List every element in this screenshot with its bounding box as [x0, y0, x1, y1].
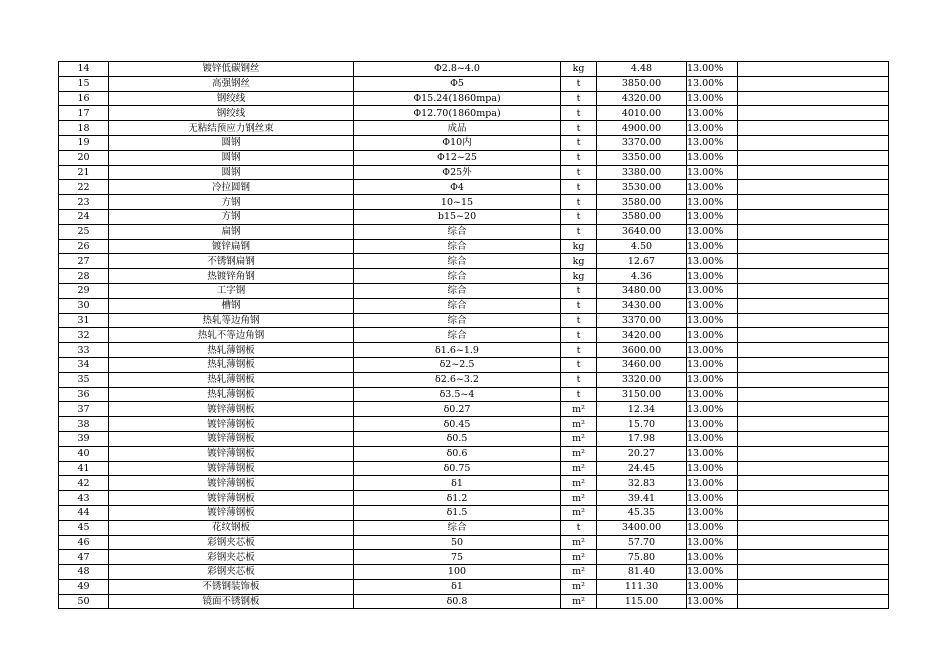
price-cell[interactable]: 111.30: [597, 579, 687, 594]
material-name-cell[interactable]: 镀锌薄钢板: [109, 491, 354, 506]
price-cell[interactable]: 15.70: [597, 417, 687, 432]
spec-cell[interactable]: 100: [354, 565, 561, 580]
empty-cell[interactable]: [738, 402, 889, 417]
table-row: [59, 387, 889, 402]
empty-cell[interactable]: [738, 505, 889, 520]
material-name-cell[interactable]: 镜面不锈钢板: [109, 594, 354, 609]
table-row: [59, 417, 889, 432]
spec-cell[interactable]: δ1.5: [354, 505, 561, 520]
row-number-cell[interactable]: 39: [59, 431, 109, 446]
tax-rate-cell[interactable]: 13.00%: [687, 594, 738, 609]
table-row: [59, 269, 889, 284]
tax-rate-cell[interactable]: 13.00%: [687, 565, 738, 580]
unit-cell[interactable]: t: [561, 76, 597, 91]
material-name-cell[interactable]: 钢绞线: [109, 91, 354, 106]
tax-rate-cell[interactable]: 13.00%: [687, 461, 738, 476]
tax-rate-cell[interactable]: 13.00%: [687, 328, 738, 343]
price-cell[interactable]: 3150.00: [597, 387, 687, 402]
row-number-cell[interactable]: 30: [59, 298, 109, 313]
unit-cell[interactable]: m²: [561, 565, 597, 580]
material-name-cell[interactable]: 方钢: [109, 209, 354, 224]
row-number-cell[interactable]: 45: [59, 520, 109, 535]
material-name-cell[interactable]: 不锈钢装饰板: [109, 579, 354, 594]
price-cell[interactable]: 45.35: [597, 505, 687, 520]
table-row: [59, 579, 889, 594]
table-row: [59, 520, 889, 535]
price-cell[interactable]: 75.80: [597, 550, 687, 565]
row-number-cell[interactable]: 40: [59, 446, 109, 461]
price-cell[interactable]: 3460.00: [597, 357, 687, 372]
unit-cell[interactable]: t: [561, 357, 597, 372]
row-number-cell[interactable]: 27: [59, 254, 109, 269]
price-cell[interactable]: 4320.00: [597, 91, 687, 106]
spec-cell[interactable]: Φ12~25: [354, 150, 561, 165]
row-number-cell[interactable]: 46: [59, 535, 109, 550]
table-row: [59, 121, 889, 136]
spec-cell[interactable]: 综合: [354, 239, 561, 254]
table-row: [59, 372, 889, 387]
unit-cell[interactable]: t: [561, 283, 597, 298]
tax-rate-cell[interactable]: 13.00%: [687, 476, 738, 491]
price-cell[interactable]: 3580.00: [597, 209, 687, 224]
tax-rate-cell[interactable]: 13.00%: [687, 224, 738, 239]
material-name-cell[interactable]: 镀锌薄钢板: [109, 476, 354, 491]
material-name-cell[interactable]: 热轧薄钢板: [109, 372, 354, 387]
tax-rate-cell[interactable]: 13.00%: [687, 180, 738, 195]
row-number-cell[interactable]: 29: [59, 283, 109, 298]
table-row: [59, 505, 889, 520]
empty-cell[interactable]: [738, 565, 889, 580]
unit-cell[interactable]: t: [561, 209, 597, 224]
table-row: [59, 298, 889, 313]
spec-cell[interactable]: 成品: [354, 121, 561, 136]
price-cell[interactable]: 3370.00: [597, 313, 687, 328]
price-cell[interactable]: 39.41: [597, 491, 687, 506]
price-cell[interactable]: 4010.00: [597, 106, 687, 121]
spec-cell[interactable]: δ0.45: [354, 417, 561, 432]
unit-cell[interactable]: t: [561, 165, 597, 180]
material-name-cell[interactable]: 无粘结预应力钢丝束: [109, 121, 354, 136]
row-number-cell[interactable]: 28: [59, 269, 109, 284]
empty-cell[interactable]: [738, 476, 889, 491]
price-cell[interactable]: 12.67: [597, 254, 687, 269]
price-cell[interactable]: 3530.00: [597, 180, 687, 195]
price-cell[interactable]: 17.98: [597, 431, 687, 446]
spec-cell[interactable]: δ1.6~1.9: [354, 343, 561, 358]
table-row: [59, 209, 889, 224]
tax-rate-cell[interactable]: 13.00%: [687, 372, 738, 387]
unit-cell[interactable]: kg: [561, 269, 597, 284]
material-name-cell[interactable]: 高强钢丝: [109, 76, 354, 91]
tax-rate-cell[interactable]: 13.00%: [687, 283, 738, 298]
table-row: [59, 594, 889, 609]
empty-cell[interactable]: [738, 594, 889, 609]
spec-cell[interactable]: δ0.75: [354, 461, 561, 476]
price-cell[interactable]: 4900.00: [597, 121, 687, 136]
tax-rate-cell[interactable]: 13.00%: [687, 343, 738, 358]
price-cell[interactable]: 3370.00: [597, 135, 687, 150]
unit-cell[interactable]: m²: [561, 535, 597, 550]
empty-cell[interactable]: [738, 550, 889, 565]
spec-cell[interactable]: 综合: [354, 283, 561, 298]
tax-rate-cell[interactable]: 13.00%: [687, 387, 738, 402]
spec-cell[interactable]: Φ15.24(1860mpa): [354, 91, 561, 106]
table-row: [59, 550, 889, 565]
material-name-cell[interactable]: 镀锌薄钢板: [109, 431, 354, 446]
empty-cell[interactable]: [738, 76, 889, 91]
price-cell[interactable]: 20.27: [597, 446, 687, 461]
material-name-cell[interactable]: 扁钢: [109, 224, 354, 239]
table-row: [59, 446, 889, 461]
tax-rate-cell[interactable]: 13.00%: [687, 298, 738, 313]
spec-cell[interactable]: Φ25外: [354, 165, 561, 180]
unit-cell[interactable]: t: [561, 106, 597, 121]
tax-rate-cell[interactable]: 13.00%: [687, 239, 738, 254]
empty-cell[interactable]: [738, 283, 889, 298]
row-number-cell[interactable]: 33: [59, 343, 109, 358]
unit-cell[interactable]: t: [561, 224, 597, 239]
price-cell[interactable]: 3580.00: [597, 195, 687, 210]
row-number-cell[interactable]: 19: [59, 135, 109, 150]
empty-cell[interactable]: [738, 195, 889, 210]
spec-cell[interactable]: 10~15: [354, 195, 561, 210]
material-name-cell[interactable]: 热轧薄钢板: [109, 357, 354, 372]
tax-rate-cell[interactable]: 13.00%: [687, 135, 738, 150]
empty-cell[interactable]: [738, 121, 889, 136]
material-name-cell[interactable]: 钢绞线: [109, 106, 354, 121]
empty-cell[interactable]: [738, 417, 889, 432]
material-name-cell[interactable]: 热镀锌角钢: [109, 269, 354, 284]
tax-rate-cell[interactable]: 13.00%: [687, 106, 738, 121]
material-name-cell[interactable]: 镀锌薄钢板: [109, 402, 354, 417]
empty-cell[interactable]: [738, 431, 889, 446]
row-number-cell[interactable]: 36: [59, 387, 109, 402]
material-name-cell[interactable]: 不锈钢扁钢: [109, 254, 354, 269]
spec-cell[interactable]: Φ4: [354, 180, 561, 195]
price-cell[interactable]: 3350.00: [597, 150, 687, 165]
tax-rate-cell[interactable]: 13.00%: [687, 446, 738, 461]
material-name-cell[interactable]: 镀锌薄钢板: [109, 505, 354, 520]
unit-cell[interactable]: t: [561, 372, 597, 387]
price-cell[interactable]: 3850.00: [597, 76, 687, 91]
material-name-cell[interactable]: 槽钢: [109, 298, 354, 313]
table-row: [59, 313, 889, 328]
spec-cell[interactable]: 综合: [354, 298, 561, 313]
tax-rate-cell[interactable]: 13.00%: [687, 431, 738, 446]
price-cell[interactable]: 3480.00: [597, 283, 687, 298]
table-row: [59, 195, 889, 210]
tax-rate-cell[interactable]: 13.00%: [687, 520, 738, 535]
spec-cell[interactable]: 综合: [354, 254, 561, 269]
material-name-cell[interactable]: 彩钢夹芯板: [109, 535, 354, 550]
material-name-cell[interactable]: 镀锌低碳钢丝: [109, 62, 354, 77]
tax-rate-cell[interactable]: 13.00%: [687, 269, 738, 284]
empty-cell[interactable]: [738, 269, 889, 284]
tax-rate-cell[interactable]: 13.00%: [687, 402, 738, 417]
table-row: [59, 180, 889, 195]
tax-rate-cell[interactable]: 13.00%: [687, 550, 738, 565]
unit-cell[interactable]: m²: [561, 594, 597, 609]
table-row: [59, 224, 889, 239]
row-number-cell[interactable]: 43: [59, 491, 109, 506]
material-name-cell[interactable]: 工字钢: [109, 283, 354, 298]
spec-cell[interactable]: Φ10内: [354, 135, 561, 150]
empty-cell[interactable]: [738, 180, 889, 195]
price-cell[interactable]: 4.50: [597, 239, 687, 254]
spec-cell[interactable]: 综合: [354, 224, 561, 239]
row-number-cell[interactable]: 49: [59, 579, 109, 594]
unit-cell[interactable]: t: [561, 313, 597, 328]
unit-cell[interactable]: t: [561, 150, 597, 165]
unit-cell[interactable]: t: [561, 195, 597, 210]
price-cell[interactable]: 3420.00: [597, 328, 687, 343]
tax-rate-cell[interactable]: 13.00%: [687, 313, 738, 328]
spec-cell[interactable]: Φ5: [354, 76, 561, 91]
table-row: [59, 491, 889, 506]
row-number-cell[interactable]: 23: [59, 195, 109, 210]
unit-cell[interactable]: m²: [561, 579, 597, 594]
material-name-cell[interactable]: 热轧薄钢板: [109, 387, 354, 402]
empty-cell[interactable]: [738, 150, 889, 165]
price-cell[interactable]: 24.45: [597, 461, 687, 476]
row-number-cell[interactable]: 41: [59, 461, 109, 476]
row-number-cell[interactable]: 48: [59, 565, 109, 580]
table-row: [59, 357, 889, 372]
empty-cell[interactable]: [738, 343, 889, 358]
table-row: [59, 476, 889, 491]
spec-cell[interactable]: Φ12.70(1860mpa): [354, 106, 561, 121]
price-cell[interactable]: 12.34: [597, 402, 687, 417]
spec-cell[interactable]: δ0.27: [354, 402, 561, 417]
unit-cell[interactable]: kg: [561, 62, 597, 77]
empty-cell[interactable]: [738, 372, 889, 387]
unit-cell[interactable]: m²: [561, 431, 597, 446]
unit-cell[interactable]: m²: [561, 505, 597, 520]
tax-rate-cell[interactable]: 13.00%: [687, 195, 738, 210]
spec-cell[interactable]: δ0.6: [354, 446, 561, 461]
row-number-cell[interactable]: 15: [59, 76, 109, 91]
table-row: [59, 535, 889, 550]
empty-cell[interactable]: [738, 461, 889, 476]
table-row: [59, 106, 889, 121]
row-number-cell[interactable]: 38: [59, 417, 109, 432]
empty-cell[interactable]: [738, 239, 889, 254]
unit-cell[interactable]: t: [561, 387, 597, 402]
price-cell[interactable]: 4.36: [597, 269, 687, 284]
spec-cell[interactable]: δ1: [354, 476, 561, 491]
spec-cell[interactable]: 综合: [354, 520, 561, 535]
empty-cell[interactable]: [738, 579, 889, 594]
empty-cell[interactable]: [738, 357, 889, 372]
material-name-cell[interactable]: 圆钢: [109, 150, 354, 165]
empty-cell[interactable]: [738, 313, 889, 328]
unit-cell[interactable]: t: [561, 520, 597, 535]
unit-cell[interactable]: t: [561, 298, 597, 313]
price-cell[interactable]: 4.48: [597, 62, 687, 77]
price-table: [58, 61, 889, 609]
spec-cell[interactable]: 综合: [354, 313, 561, 328]
table-row: [59, 402, 889, 417]
tax-rate-cell[interactable]: 13.00%: [687, 76, 738, 91]
material-name-cell[interactable]: 热轧不等边角钢: [109, 328, 354, 343]
spec-cell[interactable]: 综合: [354, 328, 561, 343]
spec-cell[interactable]: δ1: [354, 579, 561, 594]
price-cell[interactable]: 81.40: [597, 565, 687, 580]
table-row: [59, 62, 889, 77]
material-name-cell[interactable]: 圆钢: [109, 165, 354, 180]
unit-cell[interactable]: m²: [561, 446, 597, 461]
table-row: [59, 91, 889, 106]
row-number-cell[interactable]: 35: [59, 372, 109, 387]
material-name-cell[interactable]: 热轧等边角钢: [109, 313, 354, 328]
unit-cell[interactable]: m²: [561, 417, 597, 432]
unit-cell[interactable]: t: [561, 121, 597, 136]
table-body: [59, 62, 889, 609]
unit-cell[interactable]: m²: [561, 550, 597, 565]
unit-cell[interactable]: m²: [561, 476, 597, 491]
tax-rate-cell[interactable]: 13.00%: [687, 91, 738, 106]
material-name-cell[interactable]: 热轧薄钢板: [109, 343, 354, 358]
spec-cell[interactable]: δ0.5: [354, 431, 561, 446]
material-name-cell[interactable]: 镀锌薄钢板: [109, 417, 354, 432]
unit-cell[interactable]: t: [561, 343, 597, 358]
spec-cell[interactable]: δ3.5~4: [354, 387, 561, 402]
row-number-cell[interactable]: 14: [59, 62, 109, 77]
tax-rate-cell[interactable]: 13.00%: [687, 417, 738, 432]
material-name-cell[interactable]: 镀锌扁钢: [109, 239, 354, 254]
row-number-cell[interactable]: 32: [59, 328, 109, 343]
row-number-cell[interactable]: 21: [59, 165, 109, 180]
row-number-cell[interactable]: 31: [59, 313, 109, 328]
tax-rate-cell[interactable]: 13.00%: [687, 505, 738, 520]
row-number-cell[interactable]: 37: [59, 402, 109, 417]
unit-cell[interactable]: t: [561, 180, 597, 195]
tax-rate-cell[interactable]: 13.00%: [687, 357, 738, 372]
row-number-cell[interactable]: 16: [59, 91, 109, 106]
spec-cell[interactable]: b15~20: [354, 209, 561, 224]
empty-cell[interactable]: [738, 91, 889, 106]
row-number-cell[interactable]: 50: [59, 594, 109, 609]
tax-rate-cell[interactable]: 13.00%: [687, 209, 738, 224]
spec-cell[interactable]: 50: [354, 535, 561, 550]
table-row: [59, 343, 889, 358]
price-cell[interactable]: 3400.00: [597, 520, 687, 535]
spec-cell[interactable]: δ0.8: [354, 594, 561, 609]
row-number-cell[interactable]: 26: [59, 239, 109, 254]
spec-cell[interactable]: δ1.2: [354, 491, 561, 506]
price-cell[interactable]: 3640.00: [597, 224, 687, 239]
empty-cell[interactable]: [738, 446, 889, 461]
row-number-cell[interactable]: 44: [59, 505, 109, 520]
table-row: [59, 328, 889, 343]
price-cell[interactable]: 32.83: [597, 476, 687, 491]
tax-rate-cell[interactable]: 13.00%: [687, 121, 738, 136]
material-name-cell[interactable]: 镀锌薄钢板: [109, 446, 354, 461]
row-number-cell[interactable]: 18: [59, 121, 109, 136]
tax-rate-cell[interactable]: 13.00%: [687, 150, 738, 165]
unit-cell[interactable]: kg: [561, 239, 597, 254]
row-number-cell[interactable]: 25: [59, 224, 109, 239]
material-name-cell[interactable]: 圆钢: [109, 135, 354, 150]
spec-cell[interactable]: 75: [354, 550, 561, 565]
empty-cell[interactable]: [738, 224, 889, 239]
unit-cell[interactable]: t: [561, 328, 597, 343]
empty-cell[interactable]: [738, 491, 889, 506]
table-row: [59, 135, 889, 150]
table-row: [59, 254, 889, 269]
empty-cell[interactable]: [738, 298, 889, 313]
price-cell[interactable]: 3430.00: [597, 298, 687, 313]
tax-rate-cell[interactable]: 13.00%: [687, 254, 738, 269]
empty-cell[interactable]: [738, 209, 889, 224]
unit-cell[interactable]: t: [561, 91, 597, 106]
empty-cell[interactable]: [738, 520, 889, 535]
empty-cell[interactable]: [738, 254, 889, 269]
table-row: [59, 461, 889, 476]
empty-cell[interactable]: [738, 106, 889, 121]
unit-cell[interactable]: m²: [561, 402, 597, 417]
table-row: [59, 165, 889, 180]
tax-rate-cell[interactable]: 13.00%: [687, 62, 738, 77]
material-name-cell[interactable]: 花纹钢板: [109, 520, 354, 535]
spec-cell[interactable]: 综合: [354, 269, 561, 284]
material-name-cell[interactable]: 镀锌薄钢板: [109, 461, 354, 476]
tax-rate-cell[interactable]: 13.00%: [687, 535, 738, 550]
unit-cell[interactable]: m²: [561, 461, 597, 476]
tax-rate-cell[interactable]: 13.00%: [687, 165, 738, 180]
row-number-cell[interactable]: 22: [59, 180, 109, 195]
table-row: [59, 150, 889, 165]
spec-cell[interactable]: Φ2.8~4.0: [354, 62, 561, 77]
material-name-cell[interactable]: 彩钢夹芯板: [109, 550, 354, 565]
row-number-cell[interactable]: 24: [59, 209, 109, 224]
empty-cell[interactable]: [738, 328, 889, 343]
table-row: [59, 565, 889, 580]
material-name-cell[interactable]: 彩钢夹芯板: [109, 565, 354, 580]
spec-cell[interactable]: δ2~2.5: [354, 357, 561, 372]
unit-cell[interactable]: t: [561, 135, 597, 150]
tax-rate-cell[interactable]: 13.00%: [687, 579, 738, 594]
material-name-cell[interactable]: 冷拉圆钢: [109, 180, 354, 195]
empty-cell[interactable]: [738, 387, 889, 402]
price-cell[interactable]: 3600.00: [597, 343, 687, 358]
empty-cell[interactable]: [738, 62, 889, 77]
empty-cell[interactable]: [738, 165, 889, 180]
empty-cell[interactable]: [738, 535, 889, 550]
price-cell[interactable]: 3320.00: [597, 372, 687, 387]
price-cell[interactable]: 115.00: [597, 594, 687, 609]
table-row: [59, 431, 889, 446]
row-number-cell[interactable]: 17: [59, 106, 109, 121]
table-row: [59, 239, 889, 254]
row-number-cell[interactable]: 20: [59, 150, 109, 165]
material-name-cell[interactable]: 方钢: [109, 195, 354, 210]
price-cell[interactable]: 57.70: [597, 535, 687, 550]
unit-cell[interactable]: m²: [561, 491, 597, 506]
row-number-cell[interactable]: 34: [59, 357, 109, 372]
table-row: [59, 76, 889, 91]
price-cell[interactable]: 3380.00: [597, 165, 687, 180]
spec-cell[interactable]: δ2.6~3.2: [354, 372, 561, 387]
table-row: [59, 283, 889, 298]
tax-rate-cell[interactable]: 13.00%: [687, 491, 738, 506]
unit-cell[interactable]: kg: [561, 254, 597, 269]
empty-cell[interactable]: [738, 135, 889, 150]
row-number-cell[interactable]: 47: [59, 550, 109, 565]
row-number-cell[interactable]: 42: [59, 476, 109, 491]
